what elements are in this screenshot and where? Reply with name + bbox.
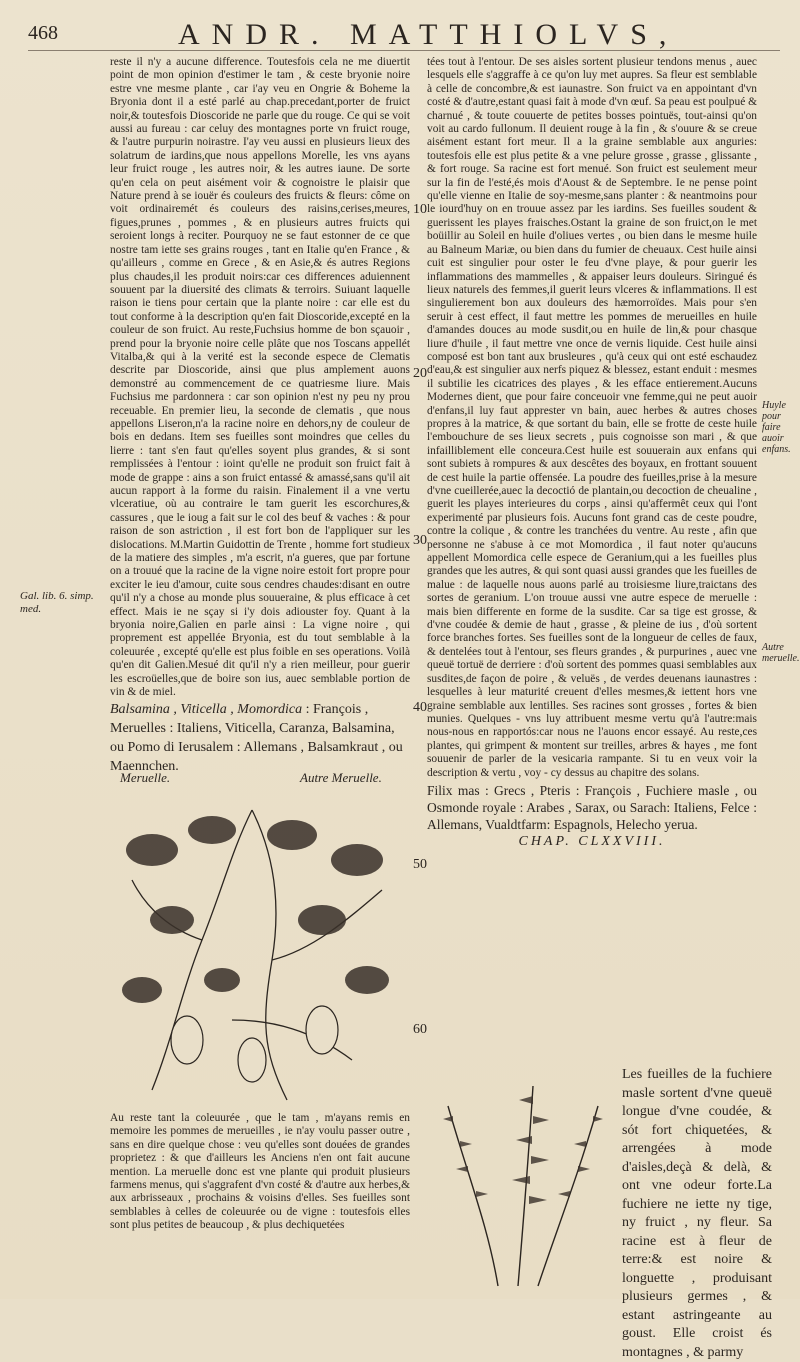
fern-illustration — [428, 1066, 616, 1291]
plant-names-block — [110, 700, 410, 776]
line-number: 10 — [413, 202, 427, 217]
running-title: ANDR. MATTHIOLVS, — [178, 18, 679, 51]
line-number: 60 — [413, 1022, 427, 1037]
caption-autre-meruelle: Autre Meruelle. — [300, 770, 382, 785]
left-column — [110, 56, 410, 702]
left-paragraph: reste il n'y a aucune difference. Toutesfois cela ne me diuertit point de mon opinion d'estimer le tam , & ceste bryonie noire estre vne mesme plante , car i'ay veu en Ongrie & Boheme la Bryonia dont il a esté parlé au chap.precedant,porter de fruict noir,& toutesfois Dioscoride ne parle que du rouge. Ce qui se voit aussi au fureau : car celuy des montagnes porte vn fruict rouge, & l'autre purpurin noirastre. I'ay veu aussi en plusieurs lieux des solatrum de iardins,que nous appellons Morelle, les vns ayans leur fruict rouge , les autres noir, & les autres iaune. De sorte qu'en cela on peut aisément voir & cognoistre le plaisir que Nature prend à se iouër és couleurs des fruicts & fleurs: côme on voit ordinairemét és couleurs des raisins,cerises,meures, figues,prunes , pommes , & en plusieurs autres fruicts qui seroient longs à reciter. Pourquoy ne se faut estonner de ce que nostre tam iette ses grains rouges , tant en Italie qu'en France , & qu'ailleurs , comme en Grece , & en Asie,& és autres Regions plus chaudes,il les produit noirs:car ces differences aduiennent souuent par la diuersité des climats & terroirs. Suiuant laquelle raison ie tiens pour certain que la plante noire : car elle est du tout conforme à la description qu'en fait Dioscoride,excepté en la couleur de son fruict. Au reste,Fuchsius homme de bon sçauoir , prend pour la bryonie noire celle plâte que nos Toscans appellét Vitalba,& qui à la verité est la seconde espece de Clematis descrite par Dioscoride, ainsi que plus amplement auons demonstré au commencement de ce quatriesme liure. Mais Fuchsius me pardonnera : car son opinion n'est ny peu ny prou receuable. En premier lieu, la seconde de clematis , que nous appellons Liseron,n'a la racine noire en dehors,ny de couleur de bois en dedans. Item ses fueilles sont moindres que celles du lierre : tant s'en faut qu'elles soyent plus grandes, & si sont remplissées à l'entour : ioint qu'elle ne produit son fruict fait à mode de grappe : ains a son fruict entassé & amassé,sans qu'il ait aucun rapport à la forme du raisin. Finalement il a vne vertu vlceratiue, où au contraire le tam guerit les escorchures,& cassures , que le ioug a fait sur le col des beuf & vaches : & pour raison de son astriction , il est fort bon de l'appliquer sur les dislocations. M.Martin Guidottin de Trente , homme fort studieux de la matiere des simples , m'a escrit, n'a gueres, que par fortune on a trouué que la racine de la vigne noire estoit fort propre pour exciter le ieu d'amour, cuite sous cendres chaudes:disant en outre qu'il n'y a chose au monde plus souueraine, & plus efficace à cet effect. Mais ie ne sçay si i'y dois adiouster foy. Quant à la bryonia noire,Galien en parle ainsi : La vigne noire , qui proprement est appellée Bryonia, est du tout semblable à la coleuurée , excepté qu'elle est plus foible en ses operations. Voilà qu'en dit Galien.Mesué dit qu'il n'y a rien meilleur, pour guerir les escroüelles,que de boire son ius, auec semblable portion de vin & de miel. — [110, 56, 410, 699]
left-column-bottom-text: Au reste tant la coleuurée , que le tam , m'ayans remis en memoire les pommes de merueilles , ie n'ay voulu passer outre , sans en dire quelque chose : veu qu'elles sont douées de grandes proprietez : & que d'ailleurs les Anciens n'en ont fait aucune mention. La meruelle donc est vne plante qui produit plusieurs farmens menus, qui s'aggrafent d'vn costé & d'autre aux herbes,& aux arbrisseaux , prochains & voisins d'elles. Ses fueilles sont semblables à celles de coleuurée ou de vigne : toutesfois elles sont plus petites de beaucoup , & plus dechiquetées — [110, 1112, 410, 1232]
plant-names-title: Balsamina , Viticella , Momordica — [110, 702, 303, 717]
page-number: 468 — [28, 22, 58, 44]
margin-note-galien: Gal. lib. 6. simp. med. — [20, 590, 94, 615]
plant-illustration — [112, 790, 408, 1108]
fern-heading: Filix mas : Grecs , Pteris : François , Fuchiere masle , ou Osmonde royale : Arabes , Sarax, ou Sarach: Italiens, Felce : Allemans, Vualdtfarm: Espagnols, Helecho yerua. — [427, 782, 757, 832]
page-header — [28, 20, 780, 51]
line-number: 30 — [413, 533, 427, 548]
right-column — [427, 56, 757, 850]
caption-meruelle: Meruelle. — [120, 770, 171, 785]
line-number: 50 — [413, 857, 427, 872]
margin-note-huyle: Huyle pour faire auoir enfans. — [762, 400, 791, 455]
margin-note-autre-meruelle: Autre meruelle. — [762, 642, 800, 664]
woodcut-fern — [428, 1066, 616, 1291]
fern-description: Les fueilles de la fuchiere masle sortent d'vne queuë longue d'vne coudée, & sót fort chiquetées, & arrengées à mode d'aisles,deçà & delà, & ont vne odeur forte.La fuchiere ne iette ny tige, ny fruict , ny fleur. Sa racine est à fleur de terre:& est noire & longuette , produisant plusieurs germes , & estant astringeante au goust. Elle croist és montagnes , & parmy — [622, 1067, 772, 1360]
line-number: 40 — [413, 700, 427, 715]
right-paragraph: tées tout à l'entour. De ses aisles sortent plusieur tendons menus , auec lesquels elle s'aggraffe à ce qu'on luy met aupres. Sa fleur est semblable à celle de concombre,& est iaunastre. Son fruict va en appointant d'vn costé & d'autre,estant quasi fait à mode d'vn œuf. Sa peau est poulpué & charnué , & toute couuerte de petites bosses pointuës, tout-ainsi qu'on voit au cardo fullonum. Il deuient rouge à la fin , & s'ouure & se creue aisément estant fort meur. Il a la graine semblable aux anguries: toutesfois elle est plus petite & a vne pelure grosse , grasse , glissante , & fort rouge. Sa racine est fort menué. Son fruict est seulement meur sur la fin de l'esté,és mois d'Aoust & de Septembre. Ie ne pense point qu'elle vienne en Italie de soy-mesme,sans planter : & neantmoins pour le iourd'huy on en trouue assez par les iardins. Ses fueilles soudent & guerissent les playes fraisches.Ostant la graine de son fruict,on le met boüillir au Soleil en huile d'oliues vertes , ou bien dans le mesme huile au Balneum Mariæ, ou bien dans du fumier de cheuaux. Cest huile ainsi cuit est singulier pour oster le feu d'vne playe, & pour guerir les inflammations des mammelles , & appaiser leurs douleurs. Siringué és lieux naturels des femmes,il guerit leurs vlceres & inflammations. Il est singulierement bon aux douleurs des hæmorroïdes. Mais pour s'en seruir à cest effect, il faut mettre les pommes de merueilles en huile d'amandes douces au mode susdit,ou en huile de lin,& pour chasque liure d'huile , il faut mettre vne once de vernis liquide. Cest huile ainsi composé est bon tant aux brusleures , qu'à ceux qui ont esté eschaudez d'eau,& est singulier aux nerfs piquez & blessez, estant enduit : mesmes il subtilie les cicatrices des playes , & les efface entierement.Aucuns Modernes dient, que pour faire conceuoir vne femme,qui ne peut auoir d'enfans,il luy faut apprester vn bain, auec herbes & autres choses propres à la matrice, & que sortant du bain, elle se frotte de ceste huile l'embouchure de ses lieux secrets , puis cognoisse son mari , & que infailliblement elle conceura.Cest huile est souuerain aux enfans qui sont subiets à rompures & aux descêtes des boyaux, en frottant souuent de cest huile la partie offensée. La poudre des fueilles,prise à la mesure d'vne cueillerée,auec la decoctió de plantain,ou decoction de cheualine , guerit les playes interieures du corps , ainsi qu'affermêt ceux qui l'ont experimenté par plusieurs fois. Aucuns font grand cas de ceste poudre, contre la colique , & contre les tranchées du ventre. Au reste , afin que personne ne s'abuse à ce mot Momordica , il faut noter qu'aucuns appellent Momordica celle espece de Geranium,qui a les fueilles plus grandes que les autres, & qui sont quasi aussi grandes que les fueilles de malue : de laquelle nous auons parlé au troisiesme liure,traictans des sortes de geranium. L'on trouue aussi vne autre espece de meruelle : mais bien differente en forme de la susdite. Car sa tige est grosse, & d'vne coudée & demie de haut , grasse , & pleine de ius , d'où sortent force branches fortes. Ses fueilles sont de la longueur de celles de faux, & dentelées tout à l'entour, ses fleurs grandes , & purpurines , auec vne queuë tortuë de derriere : d'où sortent des pommes quasi semblables aux susdites,de façon de poire , & veluës , de verdes deuenans iaunastres : lesquelles à leur maturité creuent d'elles mesmes,& iettent hors vne graine semblable aux lentilles. Ses racines sont grosses , fortes & bien munies. Quelques - vns luy attribuent mesme vertu qu'à l'autre:mais nous-nous en rapportós:car nous ne l'auons encor essayé. Au reste,ces plantes, qui grimpent & montent sur treilles, arbres & hayes , me font souuenir de parler de la vesicaria rampante. Si tu en veux voir la description & vertu , voy - cy dessus au chapitre des solans. — [427, 56, 757, 779]
chapter-heading: CHAP. CLXXVIII. — [518, 833, 666, 849]
line-number: 20 — [413, 366, 427, 381]
woodcut-meruelle — [112, 790, 408, 1108]
plant-names-text: : François , Meruelles : Italiens, Viticella, Caranza, Balsamina, ou Pomo di Ierusalem : Allemans , Balsamkraut , ou Maennchen. — [110, 702, 403, 774]
